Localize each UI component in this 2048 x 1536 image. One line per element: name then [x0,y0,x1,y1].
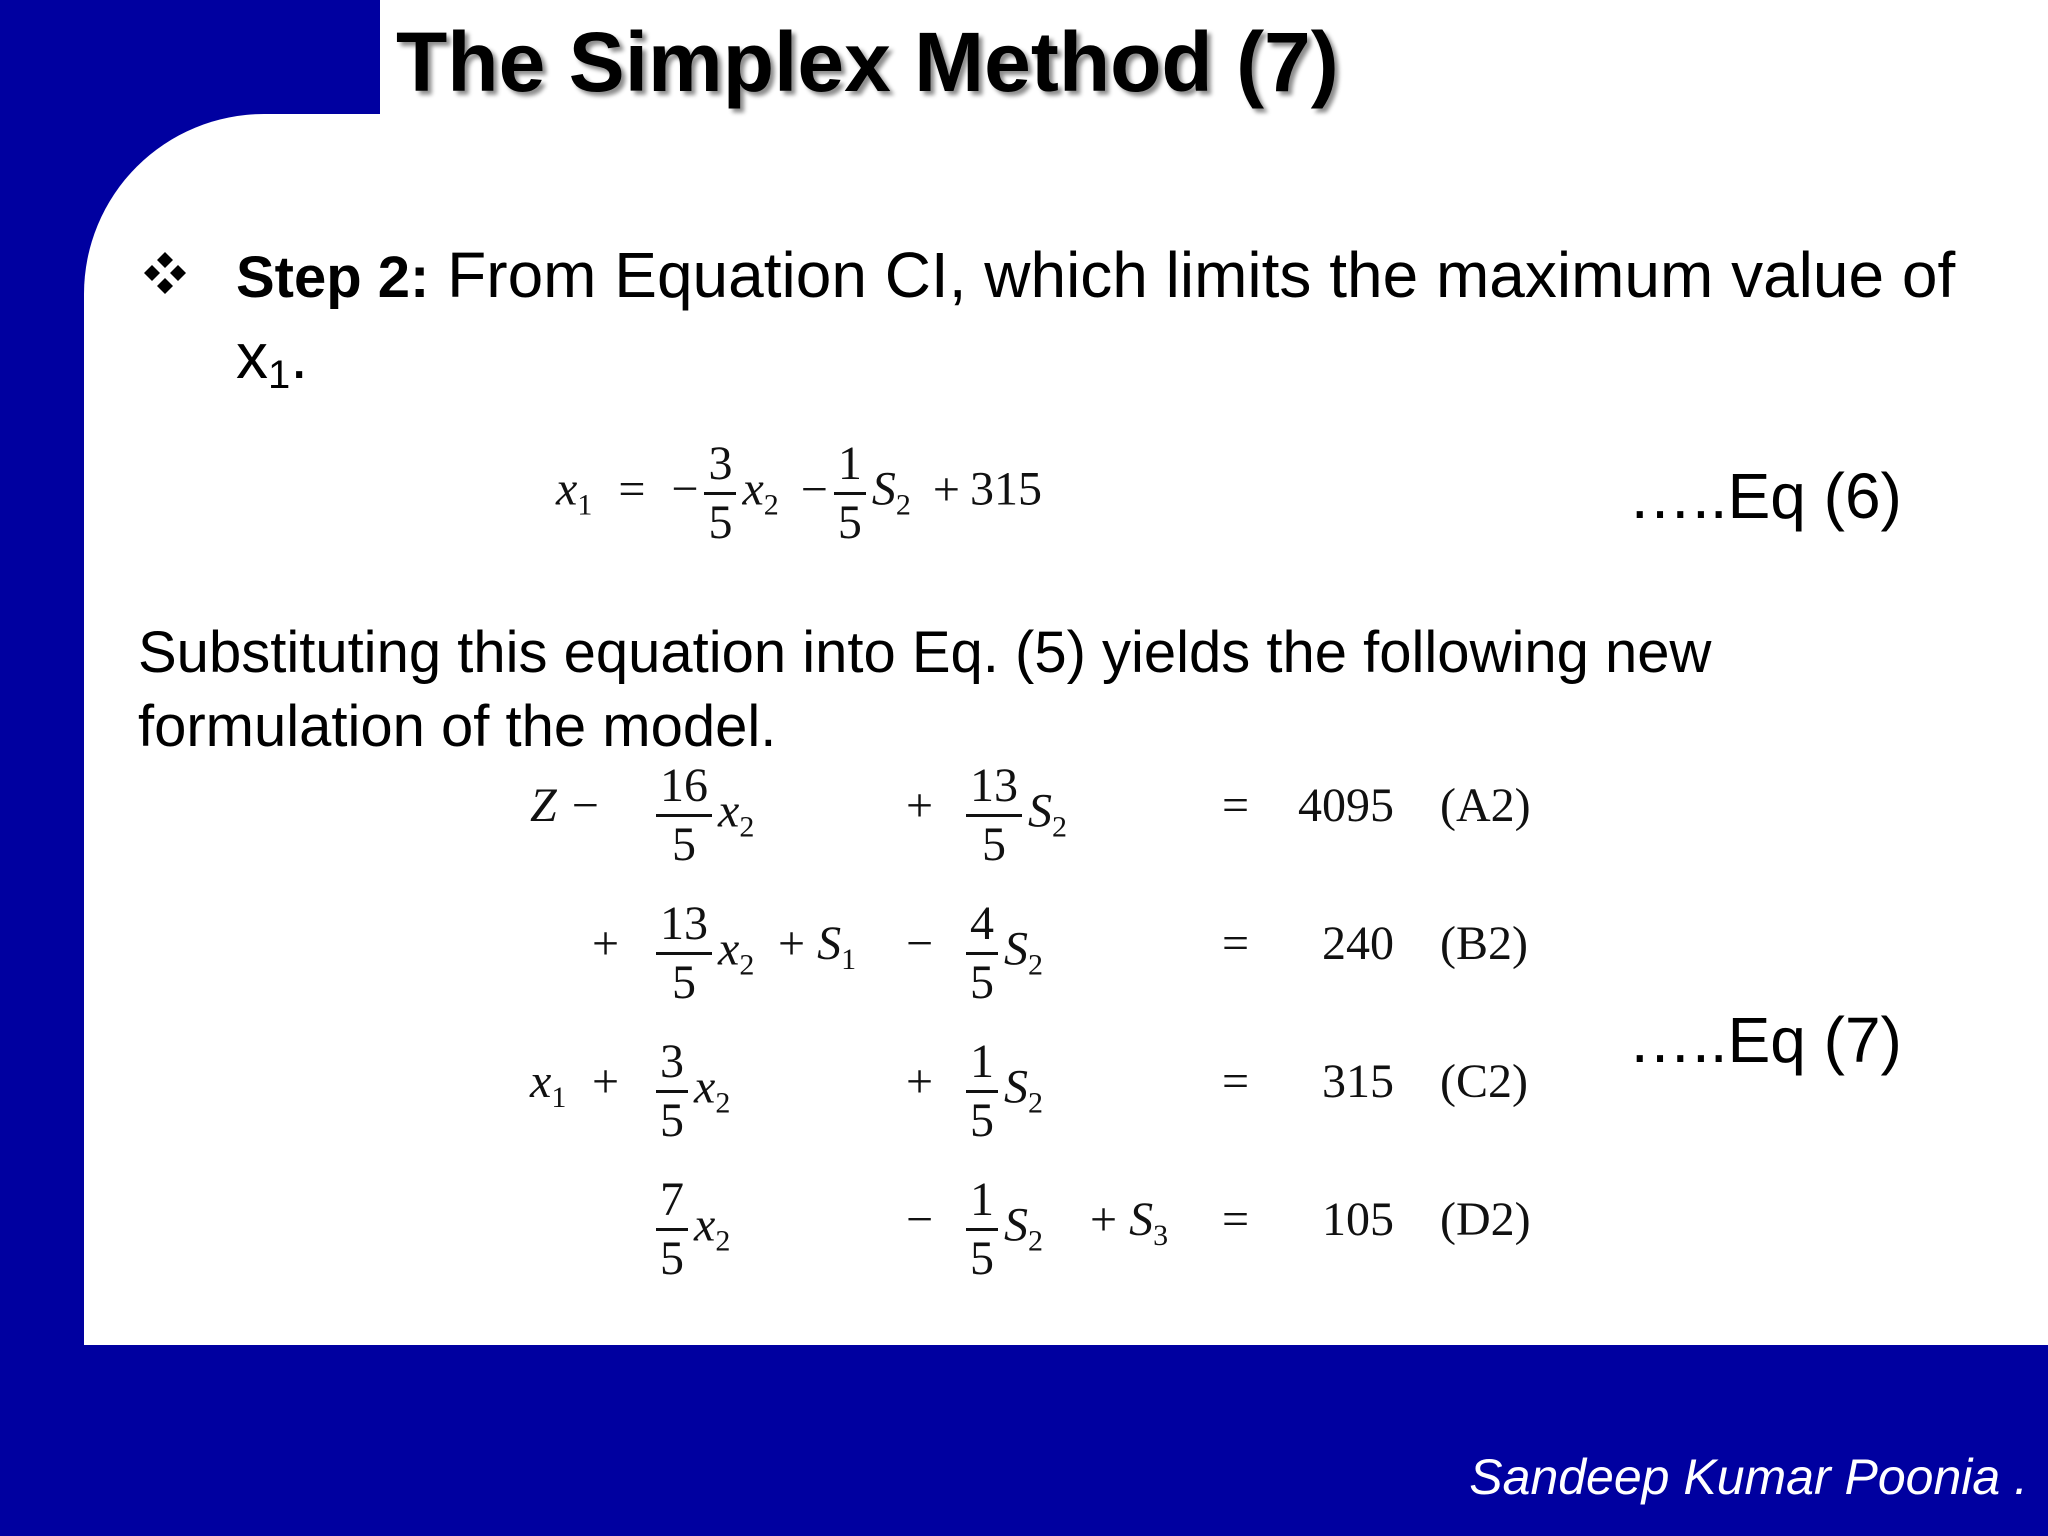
row-1-s2-op [906,762,933,850]
row-s2-op: + [906,1055,934,1108]
row-s1-var: S [817,917,842,970]
row-4-equals [1222,1176,1249,1264]
row-1-equals [1222,762,1249,850]
row-x2-sub: 2 [715,1224,731,1258]
row-label: (B2) [1440,917,1528,970]
row-equals: = [1222,1055,1250,1108]
row-3-lead-var [530,1038,566,1126]
step-2-paragraph [236,236,2016,396]
row-3-label [1440,1038,1528,1126]
row-2-op1 [592,900,619,988]
row-label: (D2) [1440,1193,1531,1246]
eq6-f1-num: 3 [704,440,736,495]
row-rhs: 105 [1322,1193,1394,1246]
step-subscript: 1 [268,353,291,397]
equation-6 [556,437,1042,549]
step-text: From Equation CI, which limits the maximum value of x [236,239,1956,392]
row-s2-op: − [906,917,934,970]
row-s1-sub: 1 [841,943,857,976]
row-s3-op: + [1090,1193,1118,1246]
row-2-equals [1222,900,1249,988]
row-s2-den: 5 [970,1232,994,1285]
row-x2-den: 5 [660,1094,684,1147]
row-1-s2-term [960,759,1067,871]
row-rhs: 315 [1322,1055,1394,1108]
row-3-rhs [1284,1038,1394,1126]
row-s2-den: 5 [970,956,994,1009]
row-s2-den: 5 [970,1094,994,1147]
row-3-op1 [592,1038,619,1126]
row-x2-fraction [656,1173,688,1285]
eq6-equals: = [618,462,646,516]
eq6-minus: − [671,462,699,516]
row-equals: = [1222,1193,1250,1246]
eq6-plus: + [932,462,960,516]
row-2-s1-term [778,900,856,988]
row-s2-num: 1 [966,1176,998,1231]
eq6-constant: 315 [969,462,1042,516]
row-s2-num: 1 [966,1038,998,1093]
row-2-s2-term [960,897,1043,1009]
row-s2-var: S [1004,922,1028,976]
eq6-label: …..Eq (6) [1628,460,1902,532]
row-x2-num: 3 [656,1038,688,1093]
row-s2-var: S [1004,1060,1028,1114]
row-s3-var: S [1129,1193,1154,1246]
slide-title: The Simplex Method (7) [396,15,1339,109]
step-end: . [290,320,309,392]
eq6-f1-den: 5 [708,496,733,549]
row-x2-fraction [656,897,712,1009]
row-x2-sub: 2 [739,948,755,982]
row-lead: Z − [530,779,602,832]
eq6-var-x-sub: 2 [763,488,779,522]
row-s2-sub: 2 [1052,810,1067,844]
row-2-rhs [1284,900,1394,988]
eq6-f2-num: 1 [834,440,866,495]
row-x2-den: 5 [660,1232,684,1285]
row-2-s2-op [906,900,933,988]
row-s2-num: 13 [966,762,1022,817]
row-label: (A2) [1440,779,1531,832]
row-4-x2-term [650,1173,731,1285]
eq6-fraction-1 [704,437,736,549]
row-1-rhs [1284,762,1394,850]
row-s2-sub: 2 [1028,1086,1043,1120]
row-x2-num: 7 [656,1176,688,1231]
row-2-x2-term [650,897,755,1009]
row-x2-var: x [694,1198,716,1252]
row-label: (C2) [1440,1055,1528,1108]
row-equals: = [1222,779,1250,832]
row-4-label [1440,1176,1531,1264]
row-4-s2-term [960,1173,1043,1285]
row-x2-fraction [656,759,712,871]
row-x2-var: x [718,922,740,976]
row-x2-num: 13 [656,900,712,955]
eq6-lhs-sub: 1 [577,488,593,522]
substitution-paragraph: Substituting this equation into Eq. (5) yields the following new formulation of the model. [138,620,1712,759]
eq6-minus-2: − [800,462,828,516]
row-op1: + [592,917,620,970]
eq7-label: …..Eq (7) [1628,1004,1902,1076]
row-4-s3-term [1090,1176,1168,1264]
author-credit: Sandeep Kumar Poonia . [1469,1449,2028,1505]
row-s2-fraction [966,897,998,1009]
eq6-lhs: x [556,462,578,516]
row-3-s2-term [960,1035,1043,1147]
row-4-s2-op [906,1176,933,1264]
row-1-x2-term [650,759,755,871]
row-x2-var: x [718,784,740,838]
eq6-f2-den: 5 [837,496,862,549]
row-x2-den: 5 [672,956,696,1009]
eq6-var-s: S [871,462,896,516]
step-label: Step 2: [236,245,430,310]
row-x2-sub: 2 [715,1086,731,1120]
row-1-label [1440,762,1531,850]
row-4-rhs [1284,1176,1394,1264]
row-1-lead [530,762,601,850]
row-lead-var: x [530,1055,552,1108]
eq6-var-s-sub: 2 [895,488,911,522]
row-s2-sub: 2 [1028,1224,1043,1258]
diamond-bullet-icon [140,248,190,298]
row-s2-den: 5 [982,818,1006,871]
row-s2-var: S [1004,1198,1028,1252]
row-lead-sub: 1 [551,1081,567,1114]
row-s2-var: S [1028,784,1052,838]
eq6-var-x: x [742,462,764,516]
row-x2-sub: 2 [739,810,755,844]
row-x2-fraction [656,1035,688,1147]
row-2-label [1440,900,1528,988]
row-s2-fraction [966,759,1022,871]
row-s1-op: + [778,917,806,970]
row-s3-sub: 3 [1153,1219,1169,1252]
row-rhs: 4095 [1298,779,1394,832]
row-3-x2-term [650,1035,731,1147]
row-x2-den: 5 [672,818,696,871]
row-3-s2-op [906,1038,933,1126]
row-s2-fraction [966,1035,998,1147]
row-3-equals [1222,1038,1249,1126]
row-x2-num: 16 [656,762,712,817]
row-equals: = [1222,917,1250,970]
row-s2-op: + [906,779,934,832]
row-s2-fraction [966,1173,998,1285]
row-rhs: 240 [1322,917,1394,970]
row-x2-var: x [694,1060,716,1114]
row-s2-num: 4 [966,900,998,955]
row-op1: + [592,1055,620,1108]
row-s2-sub: 2 [1028,948,1043,982]
row-s2-op: − [906,1193,934,1246]
eq6-fraction-2 [834,437,866,549]
